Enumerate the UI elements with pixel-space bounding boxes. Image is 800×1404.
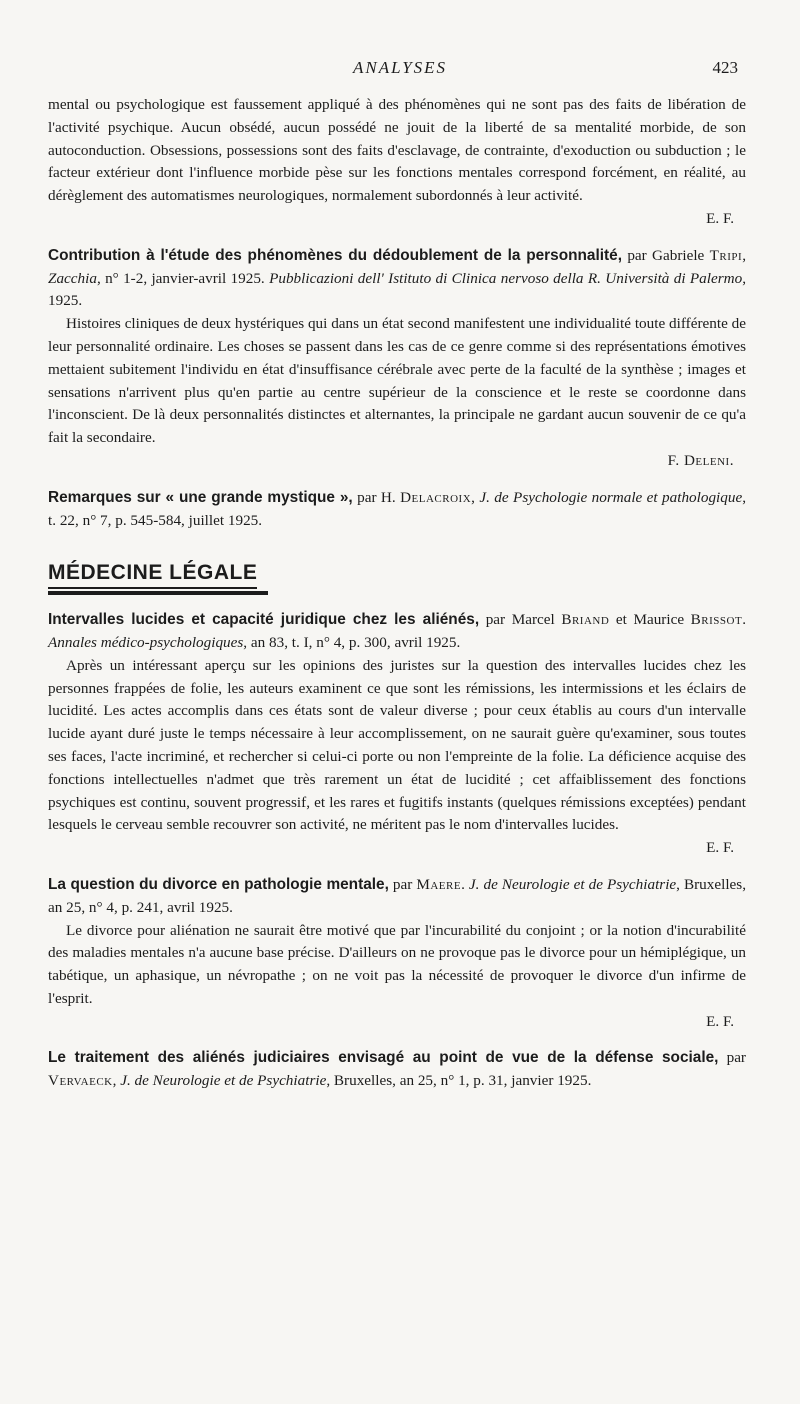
entry-journal: J. de Neurologie et de Psychiatrie [468,875,677,893]
intro-paragraph: mental ou psychologique est faussement appliqué à des phénomènes qui ne sont pas des faits de libération de l'activité psychique. Aucun obsédé, aucun possédé ne jouit de la liberté de sa mentalité morbide, de son autoconduction. Obsessions, possessions sont des faits d'esclavage, de contrainte, d'exoduction ou subduction ; le facteur extérieur dont l'influence morbide pèse sur les fonctions mentales correspond forcément, en réalité, au dérèglement des automatismes neurologiques, normalement subordonnés à leur activité. [48,96,746,205]
entry-journal: Annales médico-psychologiques [48,633,244,651]
entry-abstract: Histoires cliniques de deux hystériques qui dans un état second manifestent une individualité toute différente de leur personnalité ordinaire. Les choses se passent dans les cas de ce genre comme si des représentations émotives mettaient subitement l'individu en état d'insuffisance cérébrale avec perte de la faculté de la synthèse ; images et sensations n'arrivent plus qu'en partie au centre supérieur de la conscience et le reste se coordonne dans l'inconscient. De là deux personnalités distinctes et alternantes, la principale ne gardant aucun souvenir de ce qu'a fait la secondaire. [48,315,746,447]
section-rule [48,591,268,595]
entry-title: Remarques sur « une grande mystique », [48,488,353,506]
entry-signature: F. Deleni. [667,451,734,469]
entry-author: Vervaeck [48,1072,113,1090]
entry-journal: J. de Neurologie et de Psychiatrie [120,1072,327,1090]
entry-title: Intervalles lucides et capacité juridique chez les aliénés, [48,611,480,629]
entry-author: Delacroix [400,488,472,506]
entry-signature: E. F. [706,839,734,857]
entry-heading: Intervalles lucides et capacité juridique chez les aliénés, par Marcel Briand et Maurice Brissot. Annales médico-psychologiques, an 83, t. I, n° 4, p. 300, avril 1925. [48,611,746,651]
running-head [0,58,800,84]
page-body [48,94,746,1093]
section-title: MÉDECINE LÉGALE [48,562,257,589]
entry-publication: Pubblicazioni dell' Istituto di Clinica nervoso della R. Università di Palermo [269,269,743,287]
entry-author-2: Brissot [690,611,743,629]
entry-author: Maere [416,875,462,893]
entry-title: La question du divorce en pathologie mentale, [48,875,389,893]
entry-title: Le traitement des aliénés judiciaires envisagé au point de vue de la défense sociale, [48,1049,719,1067]
entry-author: Briand [561,611,610,629]
entry-title: Contribution à l'étude des phénomènes du dédoublement de la personnalité, [48,246,622,264]
section-header [48,562,746,595]
entry-abstract: Le divorce pour aliénation ne saurait être motivé que par l'incurabilité du conjoint ; or la notion d'incurabilité des maladies mentales n'a aucune base précise. D'ailleurs on ne provoque pas le divorce pour un hémiplégique, un tabétique, un aphasique, un névropathe ; on ne voit pas la nécessité de provoquer le divorce d'un infirme de l'esprit. [48,921,746,1007]
entry-signature: E. F. [706,1012,734,1030]
entry-abstract: Après un intéressant aperçu sur les opinions des juristes sur la question des intervalles lucides chez les personnes frappées de folie, les auteurs examinent ce que sont les rémissions, les intermissions et les éclairs de lucidité. Les actes accomplis dans ces états sont de valeur diverse ; pour ceux établis au cours d'un intervalle lucide ayant duré juste le temps nécessaire à leur accomplissement, on ne saurait guère qu'examiner, sous toutes ses faces, l'acte incriminé, et rechercher si celui-ci porte ou non l'empreinte de la folie. La déficience acquise des fonctions intellectuelles n'admet que très rarement un état de lucidité ; cet affaiblissement des fonctions psychiques est continu, souvent progressif, et les rares et fugitifs instants (quelques rémissions exceptées) pendant lesquels le cerveau semble recouvrer son activité, ne méritent pas le nom d'intervalles lucides. [48,656,746,834]
entry-heading: La question du divorce en pathologie mentale, par Maere. J. de Neurologie et de Psychiatrie, Bruxelles, an 25, n° 4, p. 241, avril 1925. [48,875,746,916]
entry-heading: Le traitement des aliénés judiciaires envisagé au point de vue de la défense sociale, par Vervaeck, J. de Neurologie et de Psychiatrie, Bruxelles, an 25, n° 1, p. 31, janvier 1925. [48,1049,746,1090]
running-title: ANALYSES [352,58,448,77]
entry-journal: J. de Psychologie normale et pathologique [479,488,743,506]
entry-author: Tripi [709,246,743,264]
intro-signature: E. F. [706,209,734,227]
entry-heading: Contribution à l'étude des phénomènes du dédoublement de la personnalité, par Gabriele Tripi, Zacchia, n° 1-2, janvier-avril 1925. Pubblicazioni dell' Istituto di Clinica nervoso della R. Università di Palermo, 1925. [48,246,746,310]
entry-heading: Remarques sur « une grande mystique », par H. Delacroix, J. de Psychologie normale et pathologique, t. 22, n° 7, p. 545-584, juillet 1925. [48,488,746,529]
page-number: 423 [712,58,738,77]
entry-journal: Zacchia [48,269,97,287]
